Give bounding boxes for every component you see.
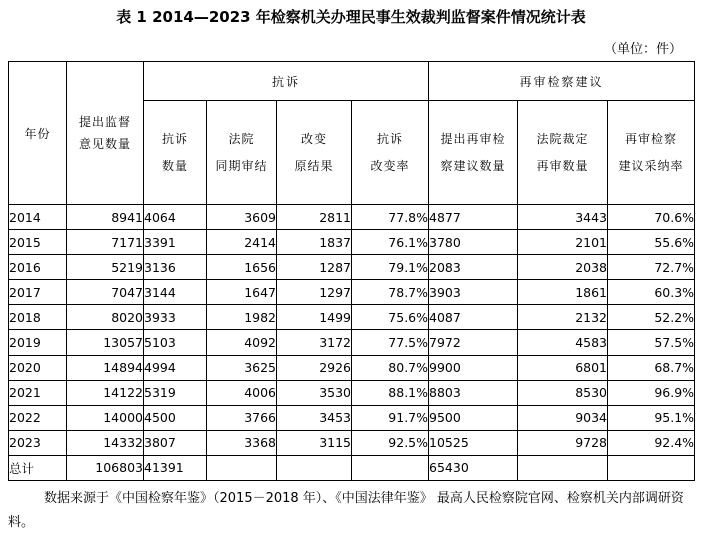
cell-adoption: 60.3%	[608, 280, 695, 305]
table-row	[9, 380, 695, 405]
cell-year: 2014	[9, 205, 67, 230]
source-note: 数据来源于《中国检察年鉴》（2015－2018 年）、《中国法律年鉴》 最高人民检察院官网、检察机关内部调研资料。	[8, 491, 684, 530]
cell-proposals: 9900	[429, 355, 518, 380]
cell-protest: 4500	[144, 405, 207, 430]
cell-concluded	[207, 455, 277, 480]
cell-rate: 75.6%	[352, 305, 429, 330]
header-changed: 改变 原结果	[277, 101, 352, 205]
cell-changed: 3530	[277, 380, 352, 405]
cell-changed: 3115	[277, 430, 352, 455]
table-row	[9, 405, 695, 430]
header-change-rate: 抗诉 改变率	[352, 101, 429, 205]
header-retrial-proposals: 提出再审检 察建议数量	[429, 101, 518, 205]
cell-proposals: 3903	[429, 280, 518, 305]
cell-year: 2016	[9, 255, 67, 280]
cell-rate: 77.5%	[352, 330, 429, 355]
cell-year: 2023	[9, 430, 67, 455]
cell-rate: 88.1%	[352, 380, 429, 405]
header-adoption-rate: 再审检察 建议采纳率	[608, 101, 695, 205]
cell-adoption: 92.4%	[608, 430, 695, 455]
cell-changed: 1837	[277, 230, 352, 255]
header-year: 年份	[9, 62, 67, 205]
table-title: 表 1 2014—2023 年检察机关办理民事生效裁判监督案件情况统计表	[116, 8, 586, 26]
cell-rate: 77.8%	[352, 205, 429, 230]
table-row	[9, 305, 695, 330]
cell-retrial: 9034	[518, 405, 608, 430]
cell-year: 2019	[9, 330, 67, 355]
cell-year: 2018	[9, 305, 67, 330]
cell-concluded: 3625	[207, 355, 277, 380]
cell-protest: 4994	[144, 355, 207, 380]
cell-supervision: 14000	[67, 405, 144, 430]
cell-rate: 92.5%	[352, 430, 429, 455]
cell-changed: 2811	[277, 205, 352, 230]
cell-adoption: 52.2%	[608, 305, 695, 330]
table-row	[9, 430, 695, 455]
cell-retrial: 2038	[518, 255, 608, 280]
cell-protest: 41391	[144, 455, 207, 480]
cell-retrial: 9728	[518, 430, 608, 455]
header-supervision: 提出监督 意见数量	[67, 62, 144, 205]
cell-changed: 1287	[277, 255, 352, 280]
cell-supervision: 14122	[67, 380, 144, 405]
cell-retrial: 2101	[518, 230, 608, 255]
cell-rate: 79.1%	[352, 255, 429, 280]
header-court-concluded: 法院 同期审结	[207, 101, 277, 205]
cell-proposals: 4087	[429, 305, 518, 330]
cell-proposals: 7972	[429, 330, 518, 355]
table-row	[9, 255, 695, 280]
cell-year: 2020	[9, 355, 67, 380]
cell-proposals: 4877	[429, 205, 518, 230]
statistics-table	[8, 61, 695, 481]
cell-concluded: 3609	[207, 205, 277, 230]
cell-proposals: 9500	[429, 405, 518, 430]
cell-proposals: 3780	[429, 230, 518, 255]
cell-protest: 3933	[144, 305, 207, 330]
cell-supervision: 8020	[67, 305, 144, 330]
cell-rate: 80.7%	[352, 355, 429, 380]
cell-year: 2021	[9, 380, 67, 405]
cell-concluded: 3368	[207, 430, 277, 455]
cell-year: 2017	[9, 280, 67, 305]
cell-supervision: 5219	[67, 255, 144, 280]
cell-adoption: 96.9%	[608, 380, 695, 405]
cell-protest: 4064	[144, 205, 207, 230]
cell-supervision: 7047	[67, 280, 144, 305]
cell-retrial: 6801	[518, 355, 608, 380]
cell-protest: 3807	[144, 430, 207, 455]
cell-retrial: 3443	[518, 205, 608, 230]
cell-changed: 3172	[277, 330, 352, 355]
cell-proposals: 10525	[429, 430, 518, 455]
header-retrial-group: 再审检察建议	[429, 62, 695, 101]
cell-protest: 5319	[144, 380, 207, 405]
cell-retrial: 4583	[518, 330, 608, 355]
cell-adoption	[608, 455, 695, 480]
table-row	[9, 205, 695, 230]
table-row	[9, 230, 695, 255]
unit-label: （单位：件）	[603, 42, 682, 57]
cell-protest: 3144	[144, 280, 207, 305]
cell-retrial: 8530	[518, 380, 608, 405]
cell-supervision: 106803	[67, 455, 144, 480]
cell-rate	[352, 455, 429, 480]
cell-concluded: 4006	[207, 380, 277, 405]
cell-changed: 2926	[277, 355, 352, 380]
cell-adoption: 68.7%	[608, 355, 695, 380]
cell-retrial: 2132	[518, 305, 608, 330]
cell-proposals: 65430	[429, 455, 518, 480]
cell-retrial: 1861	[518, 280, 608, 305]
cell-concluded: 3766	[207, 405, 277, 430]
cell-protest: 5103	[144, 330, 207, 355]
table-body	[9, 205, 695, 481]
cell-changed: 1297	[277, 280, 352, 305]
cell-supervision: 14894	[67, 355, 144, 380]
cell-concluded: 1647	[207, 280, 277, 305]
cell-concluded: 2414	[207, 230, 277, 255]
cell-supervision: 8941	[67, 205, 144, 230]
cell-supervision: 13057	[67, 330, 144, 355]
cell-rate: 76.1%	[352, 230, 429, 255]
cell-rate: 91.7%	[352, 405, 429, 430]
table-row	[9, 330, 695, 355]
cell-adoption: 55.6%	[608, 230, 695, 255]
cell-concluded: 1656	[207, 255, 277, 280]
cell-rate: 78.7%	[352, 280, 429, 305]
cell-year: 2015	[9, 230, 67, 255]
cell-supervision: 7171	[67, 230, 144, 255]
header-protest-count: 抗诉 数量	[144, 101, 207, 205]
table-row	[9, 355, 695, 380]
cell-proposals: 8803	[429, 380, 518, 405]
header-protest-group: 抗诉	[144, 62, 429, 101]
cell-adoption: 72.7%	[608, 255, 695, 280]
cell-protest: 3391	[144, 230, 207, 255]
cell-adoption: 57.5%	[608, 330, 695, 355]
cell-adoption: 70.6%	[608, 205, 695, 230]
cell-year: 总计	[9, 455, 67, 480]
header-court-retrial: 法院裁定 再审数量	[518, 101, 608, 205]
cell-changed: 1499	[277, 305, 352, 330]
cell-changed	[277, 455, 352, 480]
table-row	[9, 280, 695, 305]
cell-concluded: 4092	[207, 330, 277, 355]
cell-changed: 3453	[277, 405, 352, 430]
table-total-row	[9, 455, 695, 480]
cell-retrial	[518, 455, 608, 480]
cell-adoption: 95.1%	[608, 405, 695, 430]
cell-proposals: 2083	[429, 255, 518, 280]
cell-concluded: 1982	[207, 305, 277, 330]
cell-year: 2022	[9, 405, 67, 430]
cell-protest: 3136	[144, 255, 207, 280]
cell-supervision: 14332	[67, 430, 144, 455]
